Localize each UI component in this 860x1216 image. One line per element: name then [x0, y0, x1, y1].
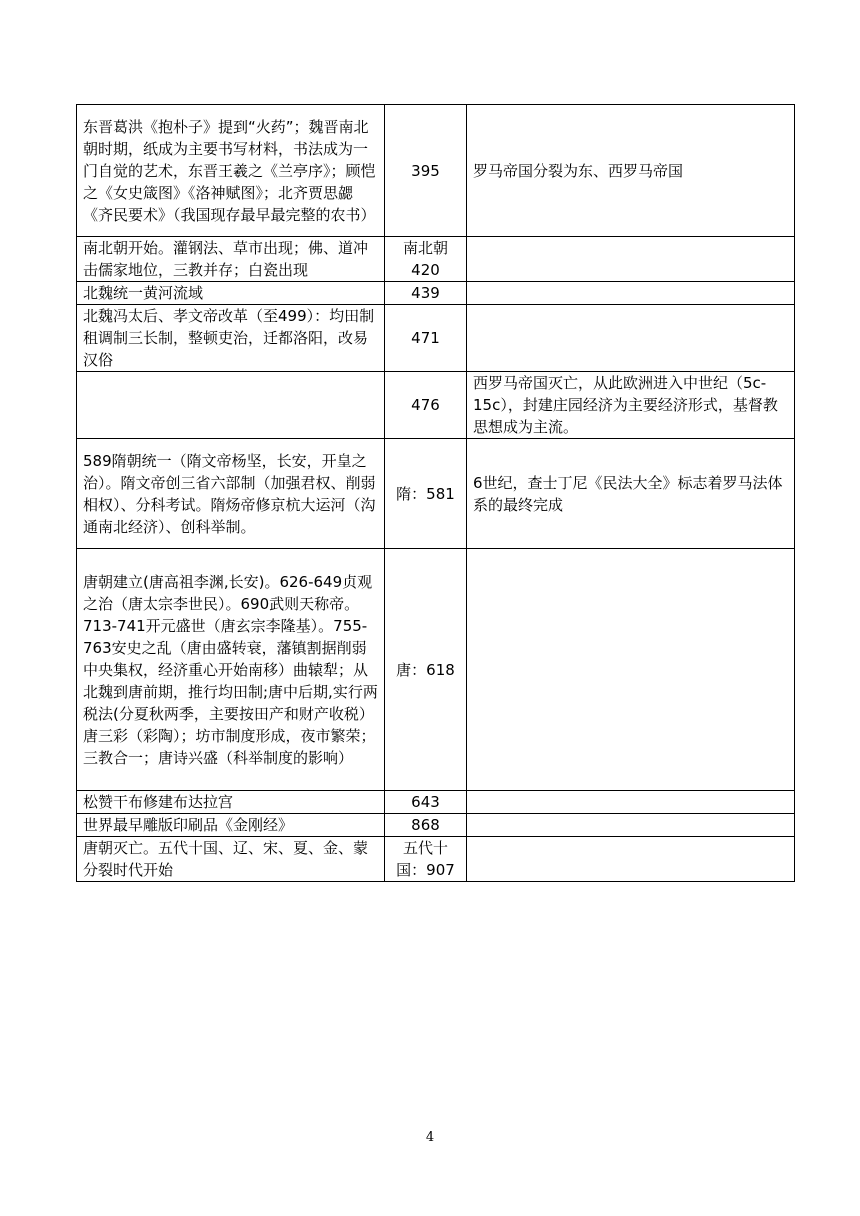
china-event-cell: 南北朝开始。灌钢法、草市出现；佛、道冲击儒家地位，三教并存；白瓷出现 [77, 237, 385, 282]
world-event-cell [467, 282, 795, 305]
china-event-cell: 东晋葛洪《抱朴子》提到“火药”；魏晋南北朝时期，纸成为主要书写材料，书法成为一门自觉的艺术，东晋王羲之《兰亭序》；顾恺之《女史箴图》《洛神赋图》；北齐贾思勰《齐民要术》（我国现存最早最完整的农书） [77, 105, 385, 237]
world-event-cell [467, 837, 795, 882]
world-event-cell: 6世纪，查士丁尼《民法大全》标志着罗马法体系的最终完成 [467, 439, 795, 549]
year-cell: 唐：618 [385, 549, 467, 791]
table-row [77, 237, 795, 282]
year-cell: 476 [385, 372, 467, 439]
year-cell: 439 [385, 282, 467, 305]
year-cell: 五代十国：907 [385, 837, 467, 882]
timeline-table [76, 104, 795, 882]
world-event-cell [467, 305, 795, 372]
china-event-cell: 唐朝建立(唐高祖李渊,长安)。626-649贞观之治（唐太宗李世民）。690武则天称帝。713-741开元盛世（唐玄宗李隆基）。755-763安史之乱（唐由盛转衰，藩镇割据削弱中央集权，经济重心开始南移）曲辕犁；从北魏到唐前期，推行均田制;唐中后期,实行两税法(分夏秋两季，主要按田产和财产收税）唐三彩（彩陶）；坊市制度形成，夜市繁荣；三教合一；唐诗兴盛（科举制度的影响） [77, 549, 385, 791]
table-row [77, 814, 795, 837]
china-event-cell: 北魏冯太后、孝文帝改革（至499）：均田制租调制三长制，整顿吏治，迁都洛阳，改易汉俗 [77, 305, 385, 372]
table-row [77, 282, 795, 305]
table-row [77, 549, 795, 791]
year-cell: 隋：581 [385, 439, 467, 549]
table-row [77, 372, 795, 439]
year-cell: 395 [385, 105, 467, 237]
table-row [77, 791, 795, 814]
china-event-cell: 世界最早雕版印刷品《金刚经》 [77, 814, 385, 837]
world-event-cell [467, 237, 795, 282]
page-number: 4 [425, 1130, 435, 1145]
china-event-cell [77, 372, 385, 439]
world-event-cell: 西罗马帝国灭亡，从此欧洲进入中世纪（5c-15c），封建庄园经济为主要经济形式，基督教思想成为主流。 [467, 372, 795, 439]
world-event-cell: 罗马帝国分裂为东、西罗马帝国 [467, 105, 795, 237]
year-cell: 南北朝420 [385, 237, 467, 282]
china-event-cell: 唐朝灭亡。五代十国、辽、宋、夏、金、蒙分裂时代开始 [77, 837, 385, 882]
world-event-cell [467, 549, 795, 791]
table-row [77, 105, 795, 237]
table-row [77, 837, 795, 882]
world-event-cell [467, 814, 795, 837]
year-cell: 471 [385, 305, 467, 372]
table-row [77, 305, 795, 372]
china-event-cell: 589隋朝统一（隋文帝杨坚，长安，开皇之治）。隋文帝创三省六部制（加强君权、削弱相权）、分科考试。隋炀帝修京杭大运河（沟通南北经济）、创科举制。 [77, 439, 385, 549]
china-event-cell: 松赞干布修建布达拉宫 [77, 791, 385, 814]
year-cell: 868 [385, 814, 467, 837]
china-event-cell: 北魏统一黄河流域 [77, 282, 385, 305]
world-event-cell [467, 791, 795, 814]
year-cell: 643 [385, 791, 467, 814]
table-row [77, 439, 795, 549]
